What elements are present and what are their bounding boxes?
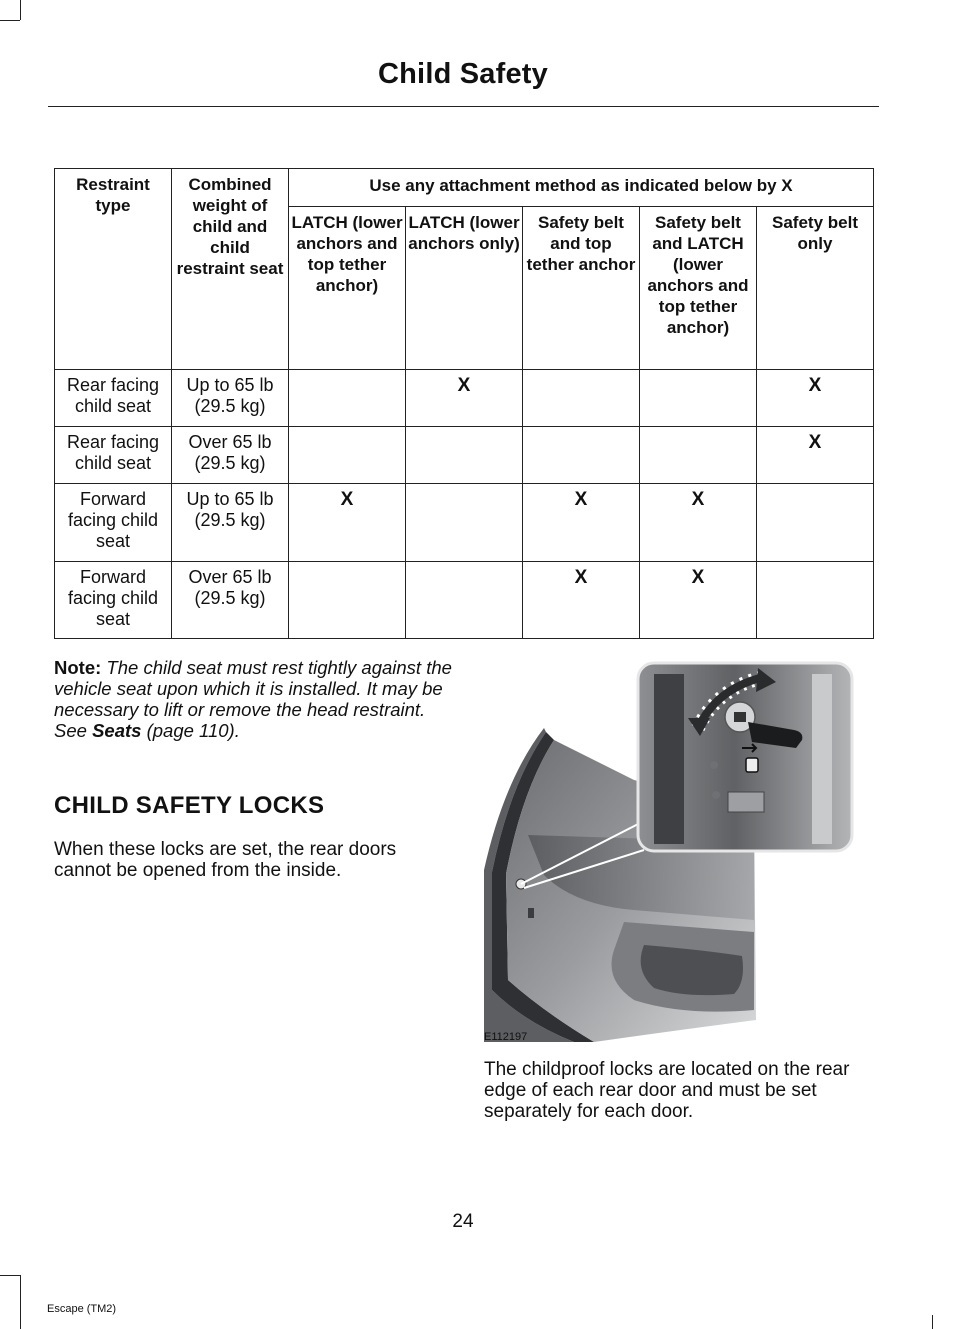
cell-weight: Up to 65 lb (29.5 kg) [172,484,289,562]
table-row [55,562,874,639]
cell-mark [406,562,523,639]
cell-mark [757,484,874,562]
cell-mark: X [523,484,640,562]
book-identifier: Escape (TM2) [47,1303,117,1315]
cell-mark [406,427,523,484]
cell-mark [289,427,406,484]
note-paragraph [54,657,454,741]
cell-restraint-type: Forward facing child seat [55,484,172,562]
section-heading: CHILD SAFETY LOCKS [54,792,325,819]
title-rule [48,106,879,107]
page-number: 24 [452,1211,474,1232]
cell-mark [640,427,757,484]
cell-mark: X [757,370,874,427]
seats-link[interactable]: Seats [92,720,142,741]
crop-mark [932,1315,933,1329]
figure-label: E112197 [484,1031,528,1043]
cell-weight: Over 65 lb (29.5 kg) [172,427,289,484]
table-row [55,484,874,562]
cell-weight: Over 65 lb (29.5 kg) [172,562,289,639]
cell-mark: X [640,484,757,562]
header-combined-weight: Combined weight of child and child restraint seat [172,169,289,370]
cell-mark: X [757,427,874,484]
cell-mark: X [523,562,640,639]
crop-mark [20,1275,21,1329]
cell-mark: X [289,484,406,562]
header-method: LATCH (lower anchors and top tether anchor) [289,207,406,370]
page-title: Child Safety [378,58,548,90]
cell-mark [289,562,406,639]
cell-restraint-type: Rear facing child seat [55,427,172,484]
table-row [55,370,874,427]
header-attachment-methods: Use any attachment method as indicated below by X [289,169,874,207]
crop-mark [0,1275,20,1276]
cell-mark [523,370,640,427]
figure-caption: The childproof locks are located on the rear edge of each rear door and must be set separately for each door. [484,1059,850,1122]
page-reference: (page 110). [146,720,240,741]
header-method: LATCH (lower anchors only) [406,207,523,370]
note-lead: Note: [54,657,102,678]
cell-weight: Up to 65 lb (29.5 kg) [172,370,289,427]
cell-mark: X [406,370,523,427]
cell-restraint-type: Rear facing child seat [55,370,172,427]
cell-mark [289,370,406,427]
cell-mark [640,370,757,427]
header-method: Safety belt only [757,207,874,370]
section-intro: When these locks are set, the rear doors cannot be opened from the inside. [54,839,397,881]
child-lock-illustration [484,660,856,1042]
crop-mark [0,20,20,21]
cell-mark [406,484,523,562]
header-method: Safety belt and LATCH (lower anchors and top tether anchor) [640,207,757,370]
note-text: The child seat must rest tightly against the vehicle seat upon which it is installed. It may be necessary to lift or remove the head restraint. See [54,657,452,741]
attachment-method-table [54,168,874,639]
header-restraint-type: Restraint type [55,169,172,370]
cell-mark [523,427,640,484]
cell-restraint-type: Forward facing child seat [55,562,172,639]
header-method: Safety belt and top tether anchor [523,207,640,370]
crop-mark [20,0,21,20]
table-row [55,427,874,484]
cell-mark [757,562,874,639]
cell-mark: X [640,562,757,639]
